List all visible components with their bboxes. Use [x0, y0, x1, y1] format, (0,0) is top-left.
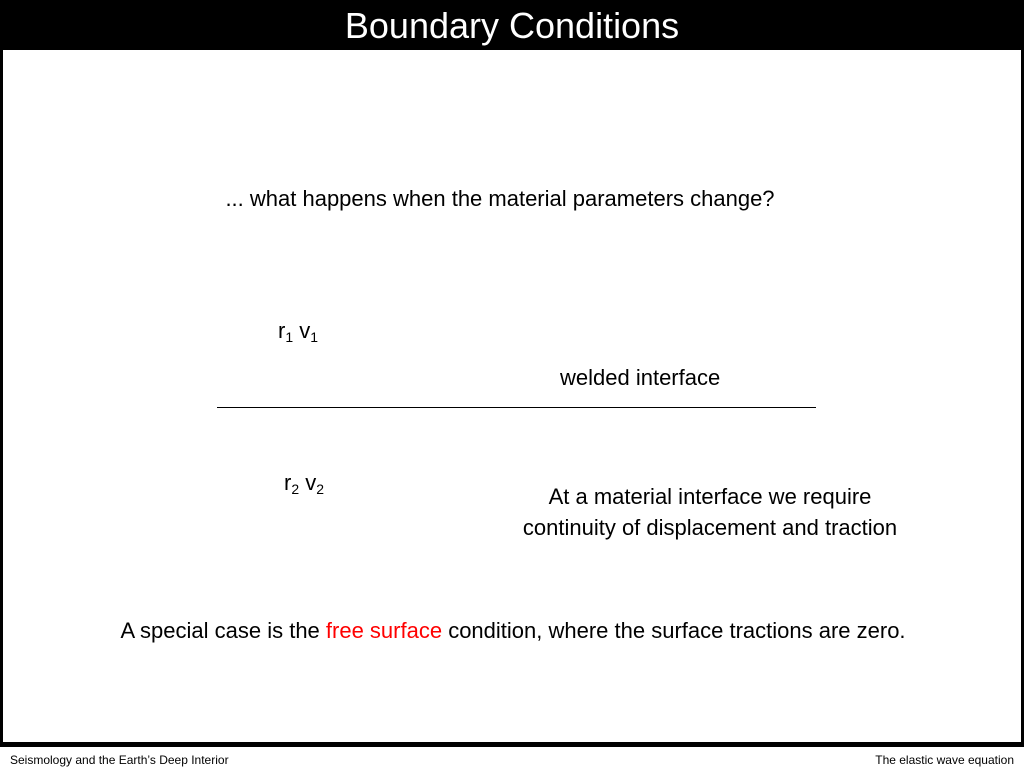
slide-footer: [0, 745, 1024, 768]
question-text: ... what happens when the material parameters change?: [225, 186, 775, 211]
medium-2-label: [284, 470, 324, 497]
footer-left-text: Seismology and the Earth’s Deep Interior: [10, 753, 229, 767]
requirement-text: At a material interface we require continuity of displacement and traction: [522, 484, 898, 540]
interface-label: welded interface: [560, 365, 721, 390]
special-case-prefix: A special case is the: [120, 618, 326, 643]
medium-2-rho-subscript: 2: [291, 481, 300, 497]
slide-title: Boundary Conditions: [0, 0, 1024, 50]
interface-line: [217, 407, 816, 408]
special-case-suffix: condition, where the surface tractions are zero.: [442, 618, 906, 643]
slide-content: [3, 50, 1021, 742]
medium-2-rho: r: [284, 470, 292, 495]
medium-1-rho: r: [278, 318, 286, 343]
medium-1-v: v: [299, 318, 311, 343]
medium-1-v-subscript: 1: [310, 329, 319, 345]
medium-2-v-subscript: 2: [316, 481, 325, 497]
medium-1-rho-subscript: 1: [285, 329, 294, 345]
free-surface-highlight: free surface: [325, 618, 443, 643]
medium-2-v: v: [305, 470, 317, 495]
footer-right-text: The elastic wave equation: [875, 753, 1014, 767]
special-case-text: [93, 615, 933, 646]
medium-1-label: [278, 318, 318, 345]
